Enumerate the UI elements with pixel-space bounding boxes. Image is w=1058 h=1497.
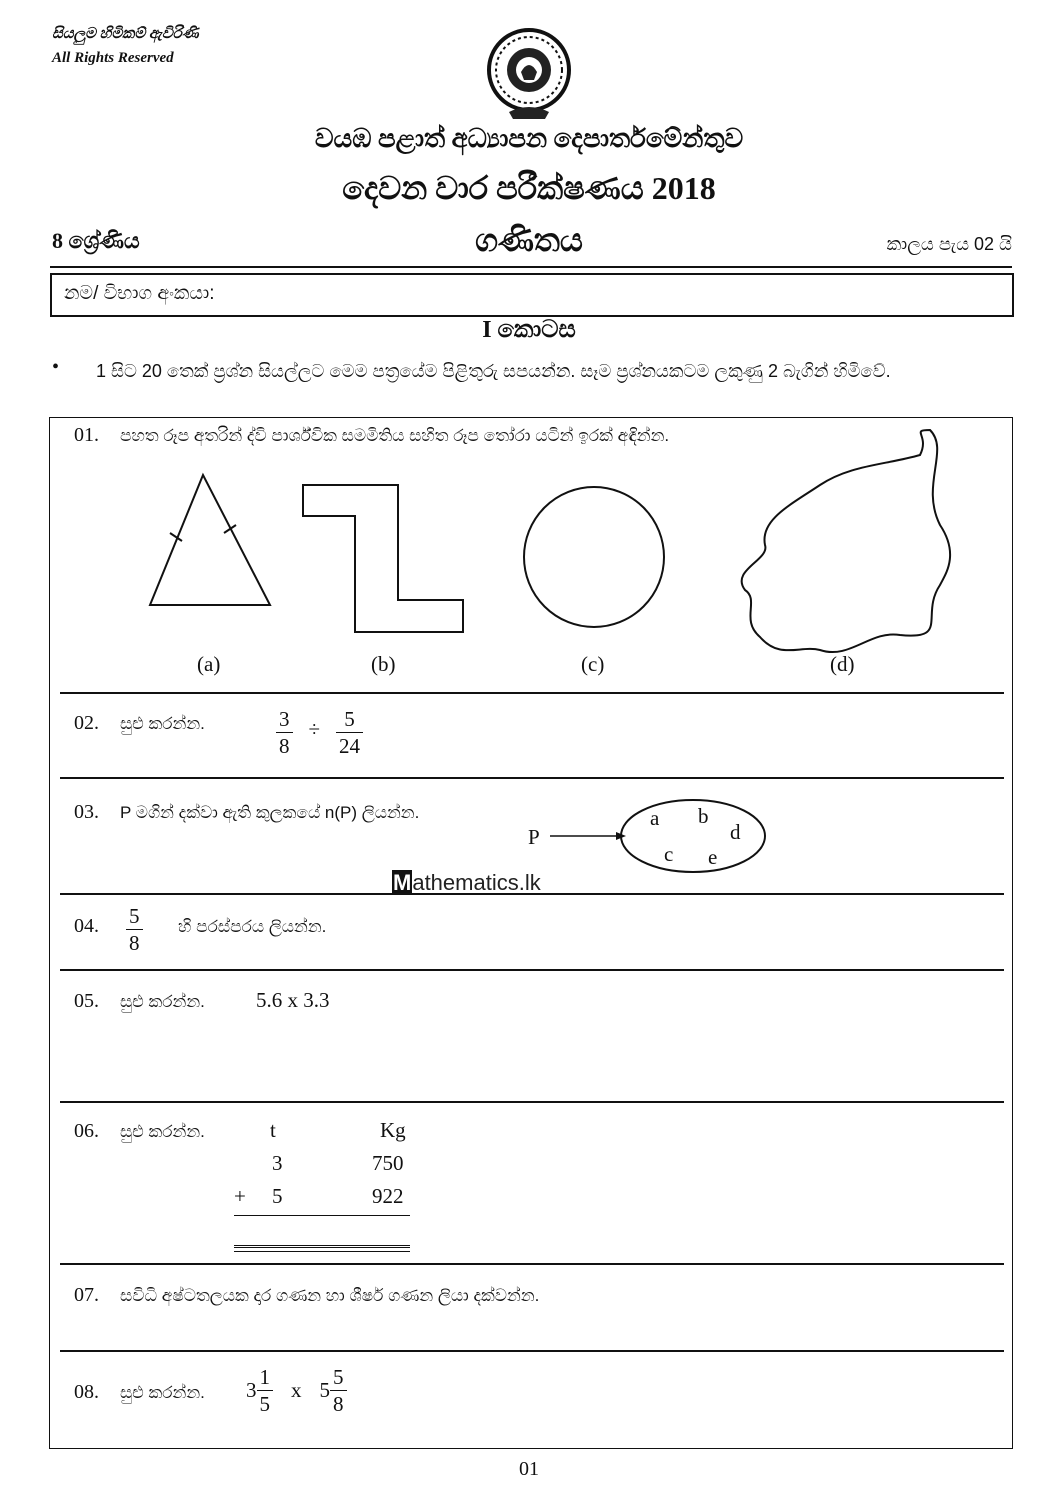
q4-text: හි පරස්පරය ලියන්න. bbox=[178, 917, 327, 936]
whole-number: 3 bbox=[246, 1378, 257, 1402]
multiply-sign: x bbox=[291, 1378, 302, 1402]
instructions: 1 සිට 20 තෙක් ප්‍රශ්න සියල්ලට මෙම පත්‍රයේම පිළිතුරු සපයන්න. සෑම ප්‍රශ්නයකටම ලකුණු 2 බැගින් හිමිවේ. bbox=[96, 361, 891, 381]
fraction: $\frac{5}{24}$ bbox=[336, 706, 363, 759]
state-emblem-icon bbox=[479, 22, 579, 122]
rights-sinhala: සියලුම හිමිකම් ඇවිරිණි bbox=[52, 26, 199, 42]
q5-number: 05. bbox=[74, 990, 99, 1012]
subject-title: ගණිතය bbox=[475, 222, 583, 258]
q6-plus-sign: + bbox=[234, 1184, 246, 1208]
q2-number: 02. bbox=[74, 712, 99, 734]
divider bbox=[60, 1101, 1004, 1103]
fraction: $\frac{1}{5}$ bbox=[257, 1364, 274, 1417]
shape-a-triangle bbox=[150, 475, 270, 605]
rights-english: All Rights Reserved bbox=[52, 50, 174, 66]
shape-c-circle bbox=[524, 487, 664, 627]
q1-text: පහත රූප අතරින් ද්වි පාර්ශ්වික සමමිතිය සහිත රූප තෝරා යටින් ඉරක් අඳින්න. bbox=[120, 426, 670, 445]
department-title: වයඹ පළාත් අධ්‍යාපන දෙපාර්තමේන්තුව bbox=[314, 124, 744, 153]
q6-number: 06. bbox=[74, 1120, 99, 1142]
fraction: $\frac{3}{8}$ bbox=[276, 706, 293, 759]
rights-notice bbox=[52, 22, 199, 70]
q6-r2-kg: 922 bbox=[372, 1184, 404, 1208]
divider bbox=[60, 969, 1004, 971]
grade-label: 8 ශ්‍රේණිය bbox=[52, 228, 140, 253]
set-element: c bbox=[664, 842, 674, 866]
q1-label-d: (d) bbox=[830, 652, 855, 676]
whole-number: 5 bbox=[319, 1378, 330, 1402]
sum-line bbox=[234, 1215, 410, 1216]
fraction: $\frac{5}{8}$ bbox=[126, 903, 143, 956]
q1-label-b: (b) bbox=[371, 652, 396, 676]
q1-number: 01. bbox=[74, 424, 99, 446]
q3-set-name: P bbox=[528, 825, 540, 849]
page-number: 01 bbox=[519, 1458, 539, 1480]
answer-line bbox=[234, 1245, 410, 1252]
set-element: d bbox=[730, 820, 741, 844]
divider bbox=[60, 893, 1004, 895]
q6-r1-t: 3 bbox=[272, 1151, 283, 1175]
q6-r2-t: 5 bbox=[272, 1184, 283, 1208]
q1-label-c: (c) bbox=[581, 652, 605, 676]
bullet-icon: • bbox=[52, 356, 60, 378]
q1-shapes bbox=[130, 425, 1000, 665]
divide-sign: ÷ bbox=[308, 717, 321, 742]
q7-text: සවිධි අෂ්ටතලයක දාර ගණන හා ශීර්ෂ ගණන ලියා දක්වන්න. bbox=[120, 1286, 540, 1305]
divider bbox=[60, 777, 1004, 779]
q6-col-kg: Kg bbox=[380, 1118, 406, 1142]
name-index-label: නම/ විභාග අංකයා: bbox=[64, 283, 215, 304]
q6-text: සුළු කරන්න. bbox=[120, 1122, 205, 1141]
q3-text: P මගින් දක්වා ඇති කුලකයේ n(P) ලියන්න. bbox=[120, 803, 420, 822]
q6-r1-kg: 750 bbox=[372, 1151, 404, 1175]
set-element: b bbox=[698, 804, 709, 828]
header-rule bbox=[50, 266, 1012, 268]
q7-number: 07. bbox=[74, 1284, 99, 1306]
divider bbox=[60, 692, 1004, 694]
q5-text: සුළු කරන්න. bbox=[120, 992, 205, 1011]
shape-b-z bbox=[303, 485, 463, 632]
q1-label-a: (a) bbox=[197, 652, 221, 676]
q5-expression: 5.6 x 3.3 bbox=[256, 988, 330, 1012]
time-allowed: කාලය පැය 02 යි bbox=[886, 234, 1012, 254]
set-element: e bbox=[708, 845, 718, 869]
shape-d-blob bbox=[742, 430, 950, 652]
q3-number: 03. bbox=[74, 801, 99, 823]
q6-col-t: t bbox=[270, 1118, 276, 1142]
divider bbox=[60, 1350, 1004, 1352]
set-element: a bbox=[650, 806, 660, 830]
watermark: Mathematics.lk bbox=[393, 870, 541, 895]
q2-expression bbox=[276, 706, 363, 759]
exam-title: දෙවන වාර පරීක්ෂණය 2018 bbox=[342, 170, 716, 206]
part-title: I කොටස bbox=[482, 317, 576, 343]
q2-text: සුළු කරන්න. bbox=[120, 714, 205, 733]
q3-set-diagram bbox=[546, 796, 776, 876]
q8-number: 08. bbox=[74, 1381, 99, 1403]
divider bbox=[60, 1263, 1004, 1265]
name-index-field[interactable] bbox=[50, 273, 1014, 317]
fraction: $\frac{5}{8}$ bbox=[330, 1364, 347, 1417]
q8-expression bbox=[246, 1364, 347, 1417]
q8-text: සුළු කරන්න. bbox=[120, 1383, 205, 1402]
q4-number: 04. bbox=[74, 915, 99, 937]
q4-fraction-wrap bbox=[126, 903, 143, 956]
